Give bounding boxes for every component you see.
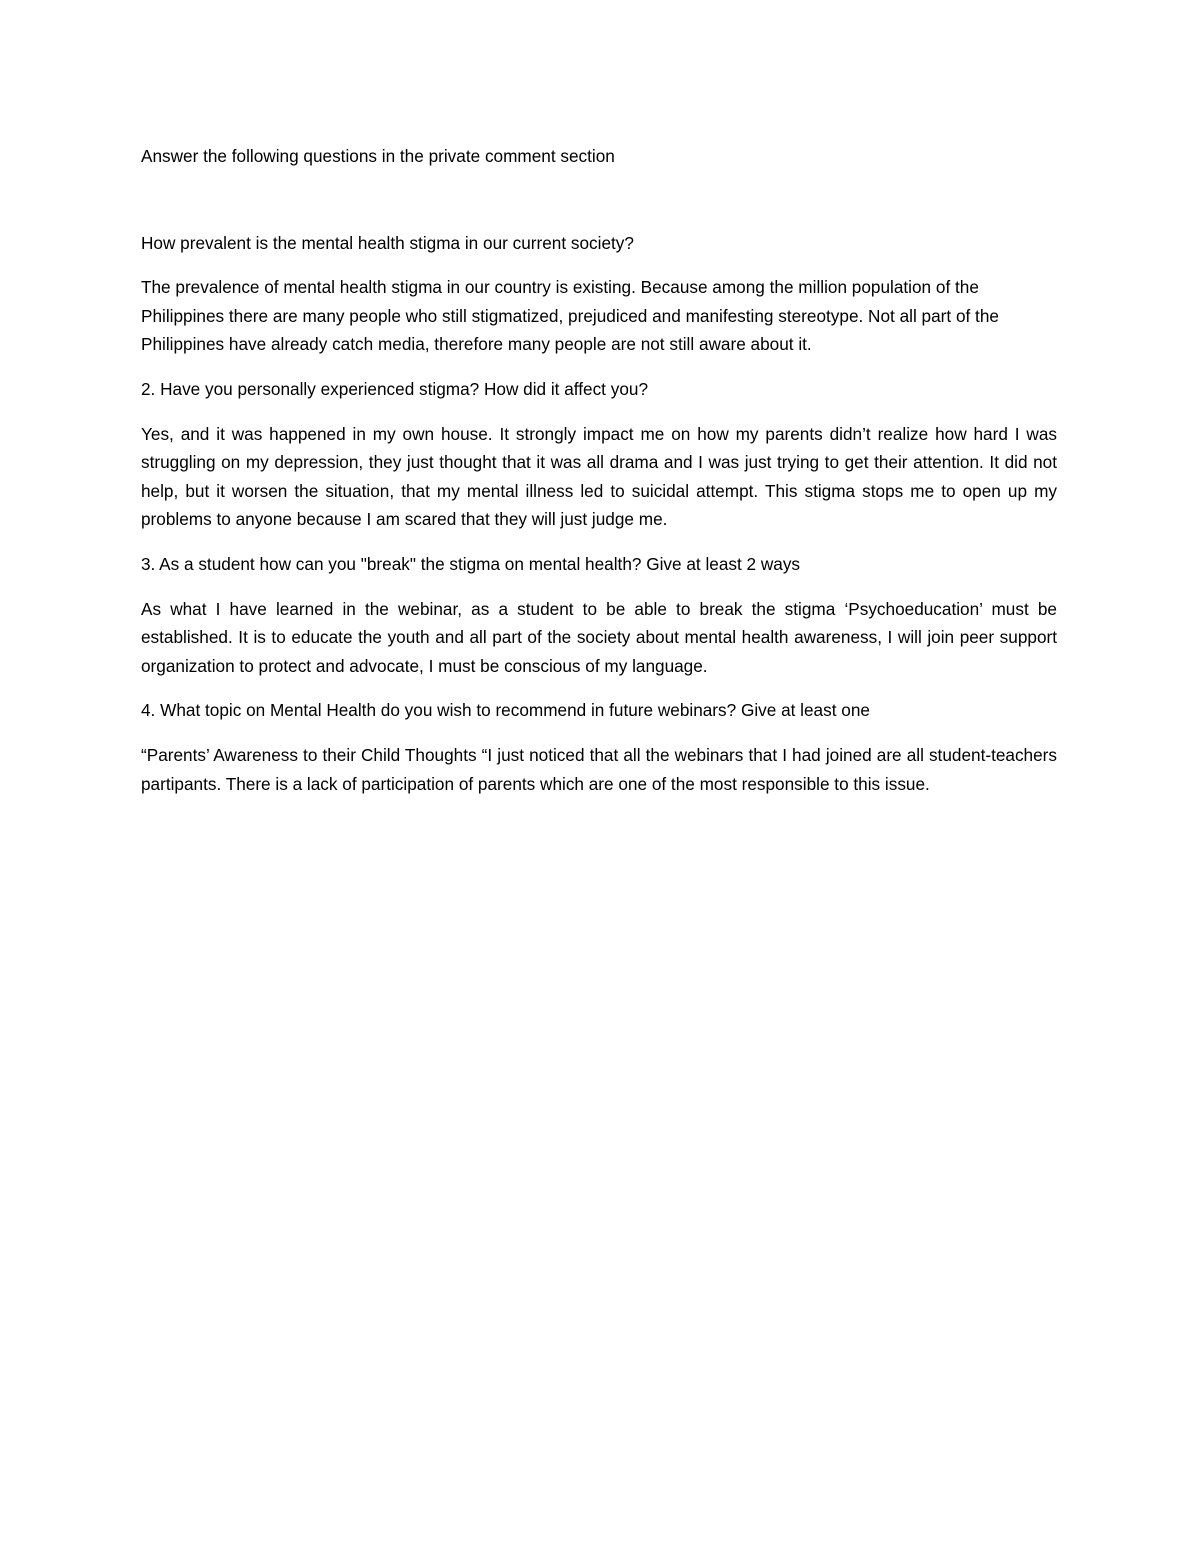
question-1: How prevalent is the mental health stigma in our current society? xyxy=(141,232,634,253)
question-2: 2. Have you personally experienced stigma? How did it affect you? xyxy=(141,378,648,399)
answer-3: As what I have learned in the webinar, as a student to be able to break the stigma ‘Psychoeducation’ must be established. It is to educate the youth and all part of the society about mental health awareness, I will join peer support organization to protect and advocate, I must be conscious of my language. xyxy=(141,598,1057,676)
answer-4: “Parents’ Awareness to their Child Thoughts “I just noticed that all the webinars that I had joined are all student-teachers partipants. There is a lack of participation of parents which are one of the most responsible to this issue. xyxy=(141,744,1057,794)
instruction-text: Answer the following questions in the private comment section xyxy=(141,146,615,166)
answer-2: Yes, and it was happened in my own house. It strongly impact me on how my parents didn’t realize how hard I was struggling on my depression, they just thought that it was all drama and I was just trying to get their attention. It did not help, but it worsen the situation, that my mental illness led to suicidal attempt. This stigma stops me to open up my problems to anyone because I am scared that they will just judge me. xyxy=(141,423,1057,530)
answer-1: The prevalence of mental health stigma in our country is existing. Because among the million population of the Philippines there are many people who still stigmatized, prejudiced and manifesting stereotype. Not all part of the Philippines have already catch media, therefore many people are not still aware about it. xyxy=(141,277,999,355)
question-3: 3. As a student how can you "break" the stigma on mental health? Give at least 2 ways xyxy=(141,553,801,574)
document-body xyxy=(141,142,1057,814)
question-4: 4. What topic on Mental Health do you wish to recommend in future webinars? Give at least one xyxy=(141,700,870,721)
